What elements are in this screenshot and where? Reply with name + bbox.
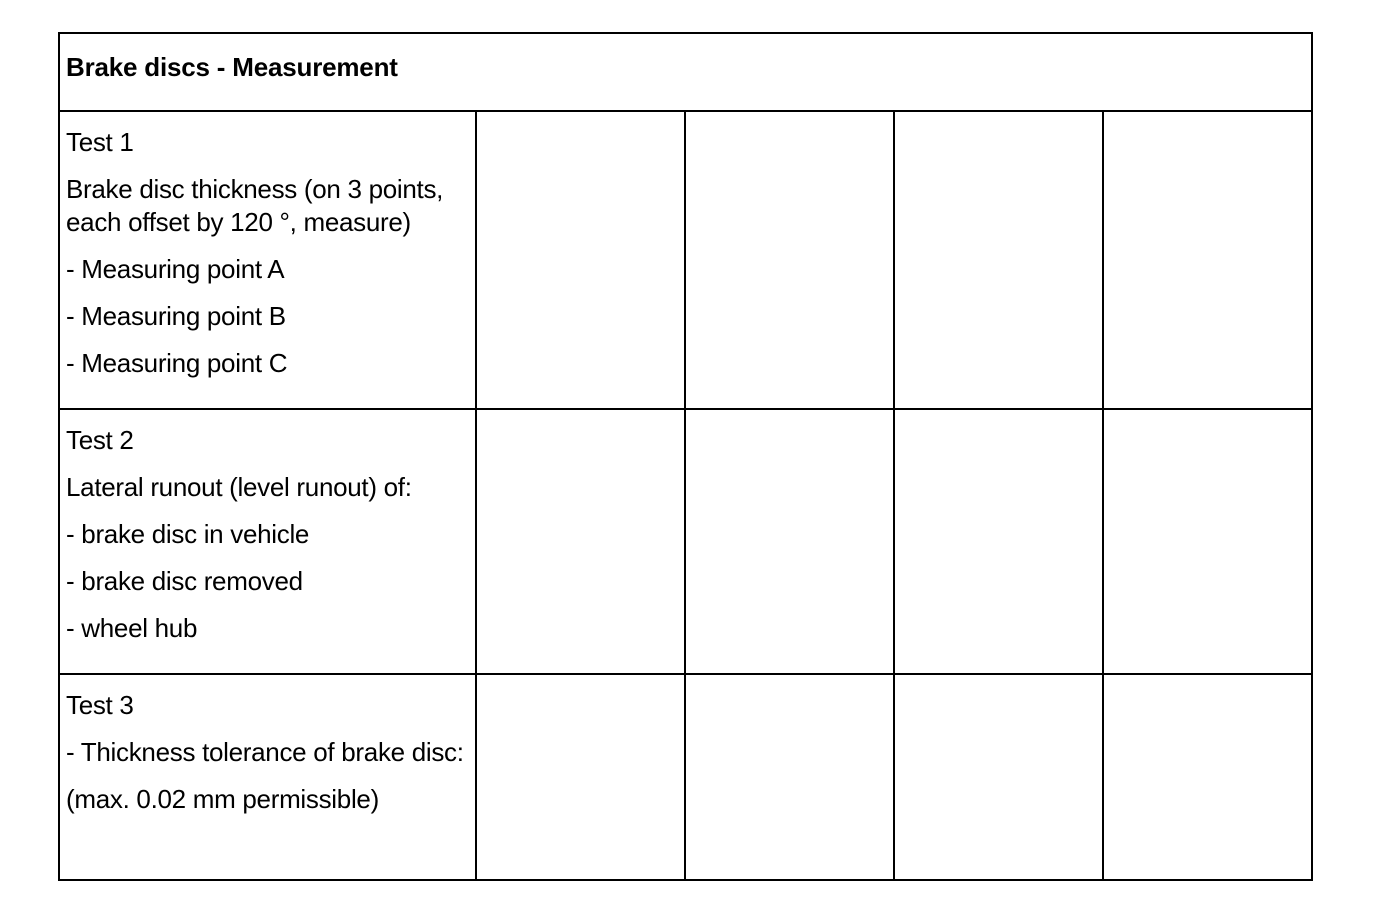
label-cell-test-2	[59, 409, 476, 674]
entry-cell[interactable]	[476, 409, 685, 674]
measuring-point-c: - Measuring point C	[66, 348, 288, 378]
table-title: Brake discs - Measurement	[66, 52, 398, 82]
entry-cell[interactable]	[685, 674, 894, 880]
thickness-tolerance: - Thickness tolerance of brake disc:	[66, 737, 464, 767]
entry-cell[interactable]	[1103, 674, 1312, 880]
entry-cell[interactable]	[685, 111, 894, 409]
table-row-test-2	[59, 409, 1312, 674]
runout-brake-disc-removed: - brake disc removed	[66, 566, 303, 596]
runout-wheel-hub: - wheel hub	[66, 613, 198, 643]
test-heading: Test 3	[66, 690, 134, 720]
max-permissible-note: (max. 0.02 mm permissible)	[66, 784, 379, 814]
test-heading: Test 1	[66, 127, 134, 157]
title-cell	[59, 33, 1312, 111]
entry-cell[interactable]	[476, 674, 685, 880]
measuring-point-a: - Measuring point A	[66, 254, 285, 284]
test-description: Brake disc thickness (on 3 points, each offset by 120 °, measure)	[66, 174, 444, 237]
entry-cell[interactable]	[894, 409, 1103, 674]
title-row	[59, 33, 1312, 111]
test-heading: Test 2	[66, 425, 134, 455]
brake-disc-measurement-table	[58, 32, 1313, 881]
entry-cell[interactable]	[1103, 111, 1312, 409]
entry-cell[interactable]	[894, 674, 1103, 880]
test-description: Lateral runout (level runout) of:	[66, 472, 412, 502]
table-row-test-3	[59, 674, 1312, 880]
entry-cell[interactable]	[476, 111, 685, 409]
entry-cell[interactable]	[1103, 409, 1312, 674]
measuring-point-b: - Measuring point B	[66, 301, 286, 331]
runout-brake-disc-in-vehicle: - brake disc in vehicle	[66, 519, 310, 549]
label-cell-test-3	[59, 674, 476, 880]
table-row-test-1	[59, 111, 1312, 409]
measurement-sheet	[58, 32, 1312, 880]
entry-cell[interactable]	[685, 409, 894, 674]
label-cell-test-1	[59, 111, 476, 409]
entry-cell[interactable]	[894, 111, 1103, 409]
